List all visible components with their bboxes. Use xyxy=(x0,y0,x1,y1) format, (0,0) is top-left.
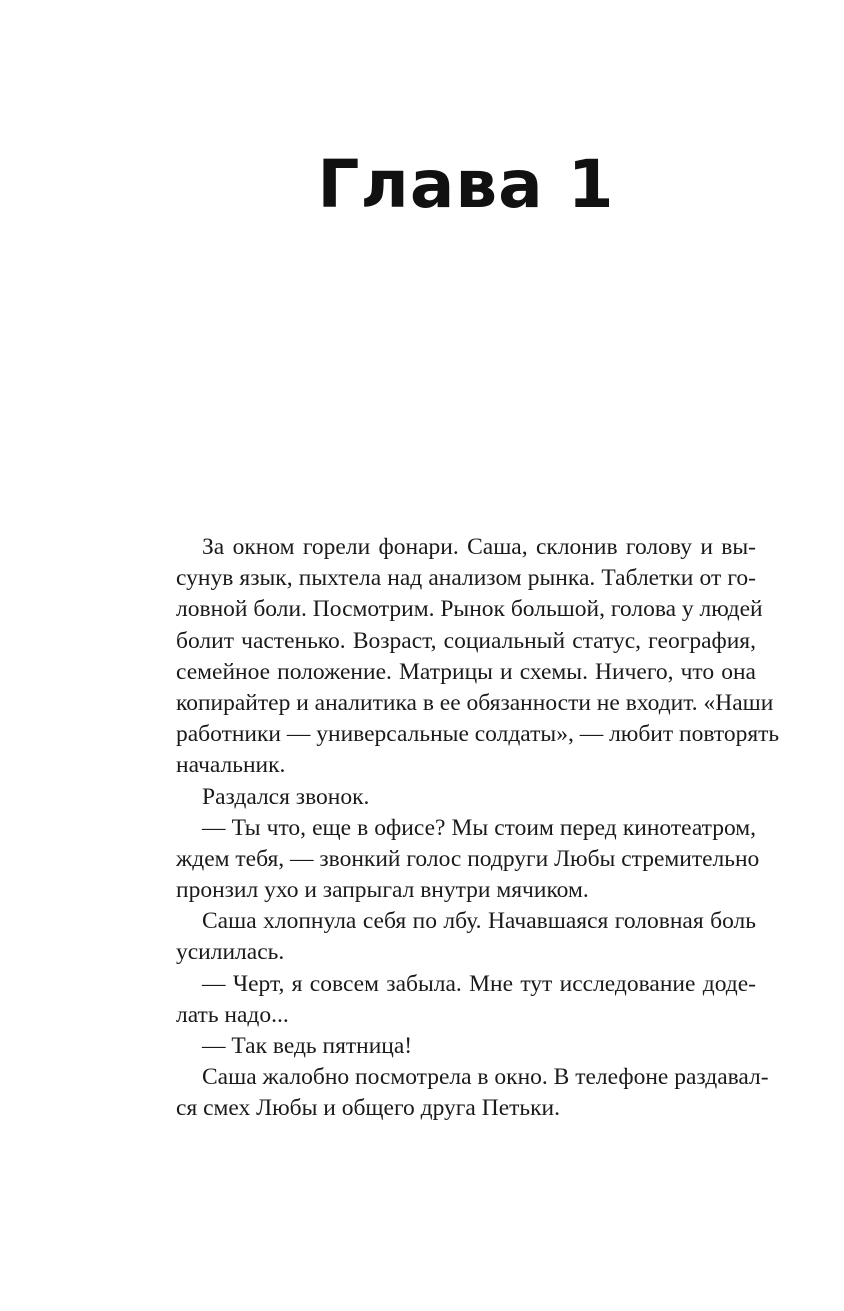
text-line: — Так ведь пятница! xyxy=(202,1033,413,1059)
text-line: Саша жалобно посмотрела в окно. В телефоне раздавал- xyxy=(202,1064,769,1091)
text-line: ся смех Любы и общего друга Петьки. xyxy=(176,1095,560,1122)
chapter-body xyxy=(176,532,780,1125)
text-line: болит частенько. Возраст, социальный статус, география, xyxy=(176,627,756,654)
text-line: ждем тебя, — звонкий голос подруги Любы стремительно xyxy=(176,845,760,872)
text-line: пронзил ухо и запрыгал внутри мячиком. xyxy=(176,877,589,904)
text-line: Саша хлопнула себя по лбу. Начавшаяся головная боль xyxy=(202,908,756,935)
text-line: Раздался звонок. xyxy=(202,783,370,810)
text-line: — Черт, я совсем забыла. Мне тут исследование доде- xyxy=(202,970,756,997)
text-line: усилилась. xyxy=(176,939,285,966)
text-line: За окном горели фонари. Саша, склонив голову и вы- xyxy=(202,534,756,560)
text-line: работники — универсальные солдаты», — любит повторять xyxy=(176,721,780,748)
text-line: начальник. xyxy=(176,752,286,779)
text-line: ловной боли. Посмотрим. Рынок большой, голова у людей xyxy=(176,596,763,623)
text-line: копирайтер и аналитика в ее обязанности не входит. «Наши xyxy=(176,689,774,716)
text-line: семейное положение. Матрицы и схемы. Ничего, что она xyxy=(176,658,756,685)
chapter-title: Глава 1 xyxy=(317,146,615,223)
text-line: лать надо... xyxy=(176,1001,289,1028)
text-line: сунув язык, пыхтела над анализом рынка. Таблетки от го- xyxy=(176,565,756,592)
text-line: — Ты что, еще в офисе? Мы стоим перед кинотеатром, xyxy=(202,814,756,841)
